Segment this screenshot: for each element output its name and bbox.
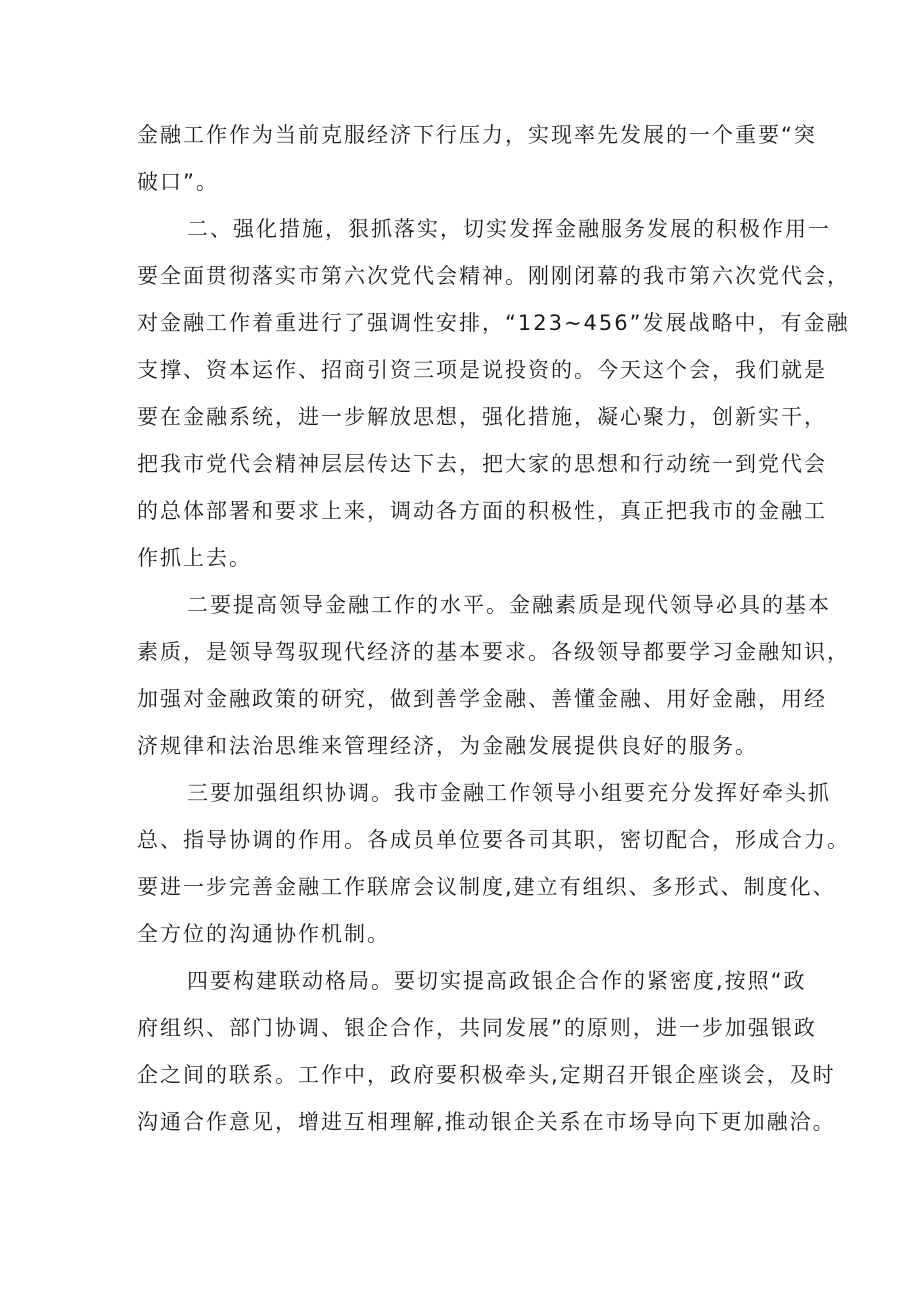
text-line: 把我市党代会精神层层传达下去，把大家的思想和行动统一到党代会: [137, 452, 827, 476]
text-line: 全方位的沟通协作机制。: [137, 922, 390, 946]
text-line: 要在金融系统，进一步解放思想，强化措施，凝心聚力，创新实干，: [137, 405, 827, 429]
text-line: 企之间的联系。工作中，政府要积极牵头,定期召开银企座谈会，及时: [137, 1063, 836, 1087]
text-line: 加强对金融政策的研究，做到善学金融、善懂金融、用好金融，用经: [137, 687, 827, 711]
text-line: 作抓上去。: [137, 546, 252, 570]
paragraph-first-line: 三要加强组织协调。我市金融工作领导小组要充分发挥好牵头抓: [187, 781, 831, 805]
text-line: 对金融工作着重进行了强调性安排，“123~456”发展战略中，有金融: [137, 311, 850, 335]
text-line: 的总体部署和要求上来，调动各方面的积极性，真正把我市的金融工: [137, 499, 827, 523]
text-line: 破口”。: [137, 170, 219, 194]
text-line: 素质，是领导驾驭现代经济的基本要求。各级领导都要学习金融知识，: [137, 640, 850, 664]
text-line: 支撑、资本运作、招商引资三项是说投资的。今天这个会，我们就是: [137, 358, 827, 382]
document-body: [137, 118, 850, 1152]
text-line: 府组织、部门协调、银企合作，共同发展”的原则，进一步加强银政: [137, 1016, 817, 1040]
text-line: 要进一步完善金融工作联席会议制度,建立有组织、多形式、制度化、: [137, 875, 836, 899]
paragraph-first-line: 二要提高领导金融工作的水平。金融素质是现代领导必具的基本: [187, 593, 831, 617]
text-line: 总、指导协调的作用。各成员单位要各司其职，密切配合，形成合力。: [137, 828, 850, 852]
text-line: 金融工作作为当前克服经济下行压力，实现率先发展的一个重要“突: [137, 123, 817, 147]
text-line: 济规律和法治思维来管理经济，为金融发展提供良好的服务。: [137, 734, 758, 758]
text-line: 沟通合作意见，增进互相理解,推动银企关系在市场导向下更加融洽。: [137, 1110, 836, 1134]
paragraph-first-line: 四要构建联动格局。要切实提高政银企合作的紧密度,按照“政: [187, 969, 807, 993]
text-line: 要全面贯彻落实市第六次党代会精神。刚刚闭幕的我市第六次党代会，: [137, 264, 850, 288]
paragraph-heading-line: 二、强化措施，狠抓落实，切实发挥金融服务发展的积极作用一: [187, 217, 831, 241]
